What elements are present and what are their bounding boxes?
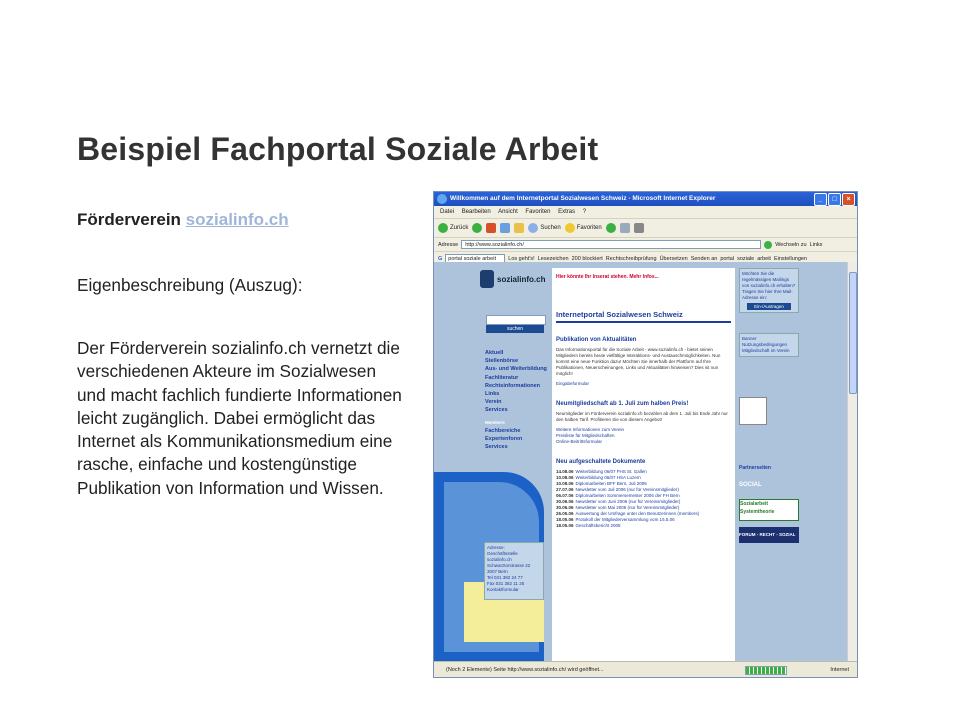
menu-bar [434,206,857,219]
list-item[interactable]: 26.05.06 Auswertung der Umfrage unter den Benutzerinnen (members) [556,511,700,516]
google-toolbar-item[interactable]: 200 blockiert [571,255,603,262]
address-line: Geschäftsstelle sozialinfo.ch [487,551,518,562]
subscribe-button[interactable]: Ein-/Austragen [747,303,791,310]
window-controls [814,193,855,206]
back-arrow-icon [438,223,448,233]
print-icon[interactable] [634,223,644,233]
nav-item[interactable]: Aus- und Weiterbildung [485,366,547,373]
membership-heading: Neumitgliedschaft ab 1. Juli zum halben Preis! [556,401,689,407]
list-item[interactable]: 18.05.06 Geschäftsbericht 2005 [556,523,621,528]
go-arrow-icon[interactable] [764,241,772,249]
portal-heading: Internetportal Sozialwesen Schweiz [556,310,731,323]
history-icon[interactable] [606,223,616,233]
maximize-icon[interactable]: □ [828,193,841,206]
list-item[interactable]: 10.08.06 Weiterbildung 06/07 HSA Luzern [556,475,641,480]
google-logo: G [438,255,443,262]
address-bar [434,238,857,252]
links-box [739,333,799,357]
browser-titlebar [434,192,857,206]
nav-item[interactable]: Services [485,407,508,414]
stop-icon[interactable] [486,223,496,233]
list-item[interactable]: 30.06.06 Newsletter vom Mai 2006 (nur für Vereinsmitglieder) [556,505,680,510]
google-search-input[interactable]: portal soziale arbeit [445,254,505,263]
box-link[interactable]: Nutzungsbedingungen [742,342,788,347]
nav-item[interactable]: Verein [485,399,502,406]
mail-icon[interactable] [620,223,630,233]
google-toolbar-item[interactable]: Einstellungen [773,255,807,262]
nav-item[interactable]: Stellenbörse [485,358,519,365]
address-line: Schwarztorstrasse 22 [487,563,531,568]
publication-text: Das Informationsportal für die Soziale Arbeit - www.sozialinfo.ch - bietet seinen Mitgliedern bereits heute vielfältige Interaktions- und Austauschmöglichkeiten. Nun kommt eine neue Funktion dazu! Möchten Sie innerhalb der Plattform auf Ihre Publikationen, Neuerscheinungen, Links und Aktualitäten hinweisen? Dies ist nun möglich! [556,347,721,376]
site-logo[interactable]: sozialinfo.ch [480,270,545,288]
window-title: Willkommen auf dem Internetportal Sozialwesen Schweiz - Microsoft Internet Explorer [450,195,716,202]
menu-item[interactable]: Favoriten [525,209,551,215]
box-link[interactable]: Banner [742,336,757,341]
list-item[interactable]: 14.08.06 Weiterbildung 06/07 FHS St. Gallen [556,469,647,474]
member-link[interactable]: Weitere Informationen zum Verein [556,427,624,432]
address-line: Tel 031 382 24 77 [487,575,523,580]
org-prefix: Förderverein [77,210,181,229]
google-toolbar-item[interactable]: soziale [737,255,755,262]
list-item[interactable]: 27.07.06 Newsletter vom Juli 2006 (nur für Vereinsmitglieder) [556,487,679,492]
list-item[interactable]: 18.05.06 Protokoll der Mitgliederversammlung vom 15.5.06 [556,517,675,522]
entry-form-link[interactable]: Eingabeformular [556,381,590,386]
nav-item[interactable]: Fachliteratur [485,374,519,381]
nav-item[interactable]: Links [485,391,500,398]
links-label[interactable]: Links [809,241,823,248]
site-nav [485,349,547,451]
sponsor-logo[interactable] [739,397,767,425]
status-bar [434,661,857,677]
slide-title: Beispiel Fachportal Soziale Arbeit [77,131,599,167]
menu-item[interactable]: ? [582,209,587,215]
site-right-column [739,268,799,662]
browser-screenshot [433,191,858,678]
nav-item[interactable]: Aktuell [485,350,504,356]
home-icon[interactable] [514,223,524,233]
favorites-button[interactable]: Favoriten [565,223,602,233]
refresh-icon[interactable] [500,223,510,233]
address-input[interactable]: http://www.sozialinfo.ch/ [461,240,761,249]
go-button[interactable]: Wechseln zu [775,241,807,248]
menu-item[interactable]: Bearbeiten [461,209,491,215]
search-button[interactable]: Suchen [528,223,560,233]
menu-item[interactable]: Ansicht [498,209,518,215]
google-toolbar-item[interactable]: Los geht's! [508,255,535,262]
ad-promo-text[interactable]: Hier könnte Ihr Inserat stehen. Mehr Infos... [556,274,659,280]
google-toolbar-item[interactable]: Übersetzen [659,255,688,262]
address-line: Adresse: [487,545,505,550]
list-item[interactable]: 10.08.06 Diplomarbeiten BFF Bern, Juli 2006 [556,481,647,486]
google-toolbar-item[interactable]: Rechtschreibprüfung [605,255,657,262]
member-link[interactable]: Online-Beitrittsformular [556,439,603,444]
partners-label: Partnerseiten [739,465,771,471]
nav-item[interactable]: Services [485,444,508,451]
nav-item[interactable]: Fachbereiche [485,427,521,434]
documents-heading: Neu aufgeschaltete Dokumente [556,459,646,465]
google-toolbar-item[interactable]: arbeit [757,255,771,262]
search-icon [528,223,538,233]
partner-logo[interactable]: SOCIAL [739,482,762,488]
mailing-box [739,268,799,313]
browser-toolbar [434,219,857,238]
sozialinfo-link[interactable]: sozialinfo.ch [185,210,289,229]
nav-item[interactable]: Rechtsinformationen [485,382,541,389]
nav-members-label: Members [485,419,505,425]
logo-mark-icon [480,270,494,288]
site-search-input[interactable] [486,315,546,325]
partner-logo[interactable]: FORUM - RECHT - SOZIAL [739,527,799,543]
box-link[interactable]: Mitgliedschaft im Verein [742,348,790,353]
menu-item[interactable]: Extras [558,209,576,215]
contact-address-box [484,542,544,600]
site-main-content [552,268,735,662]
list-item[interactable]: 30.06.06 Newsletter vom Juni 2006 (nur für Vereinsmitglieder) [556,499,681,504]
ie-logo-icon [437,194,447,204]
address-label: Adresse [438,241,459,248]
address-line: 3007 Bern [487,569,508,574]
zone-label: Internet [830,667,849,673]
description-paragraph: Der Förderverein sozialinfo.ch vernetzt die verschiedenen Akteure im Sozialwesen und macht fachlich fundierte Informationen leicht zugänglich. Dabei ermöglicht das Internet als Kommunikationsmedium eine rasche, einfache und kostengünstige Publikation von Information und Wissen. [77,338,402,498]
status-text: (Noch 2 Elemente) Seite http://www.sozialinfo.ch/ wird geöffnet... [446,667,604,673]
forward-arrow-icon[interactable] [472,223,482,233]
scroll-thumb[interactable] [849,272,857,394]
org-line [77,210,417,230]
partner-logo[interactable]: Sozialarbeit Systemtheorie [739,499,799,521]
minimize-icon[interactable]: _ [814,193,827,206]
membership-text: Neumitglieder im Förderverein sozialinfo.ch bezahlen ab dem 1. Juli bis Ende Jahr nur den halben Tarif. Profitieren Sie von diesem Angebot! [556,411,728,422]
progress-bar [745,666,787,675]
google-toolbar-item[interactable]: Lesezeichen [537,255,569,262]
list-item[interactable]: 06.07.06 Diplomarbeiten Sommersemester 2006 der FH Bern [556,493,680,498]
document-list [556,469,731,529]
member-link[interactable]: Preisliste für Mitgliedschaften [556,433,615,438]
google-toolbar-item[interactable]: portal [720,255,735,262]
star-icon [565,223,575,233]
address-line: Fax 031 382 11 25 [487,581,525,586]
self-description-label: Eigenbeschreibung (Auszug): [77,275,303,295]
contact-form-link[interactable]: Kontaktformular [487,587,519,592]
close-icon[interactable]: × [842,193,855,206]
menu-item[interactable]: Datei [440,209,455,215]
mailing-text: Möchten Sie die regelmässigen Mailings von sozialinfo.ch erhalten? Tragen Sie hier Ihre Mail-Adresse ein: [742,271,796,300]
site-search-button[interactable]: suchen [486,325,544,333]
google-toolbar-item[interactable]: Senden an [690,255,718,262]
vertical-scrollbar[interactable] [847,262,857,662]
page-viewport [434,262,850,662]
nav-item[interactable]: Expertenforen [485,436,523,443]
intro-block [77,210,417,230]
back-button[interactable]: Zurück [438,223,468,233]
publication-heading: Publikation von Aktualitäten [556,337,637,343]
site-left-column [434,262,554,662]
